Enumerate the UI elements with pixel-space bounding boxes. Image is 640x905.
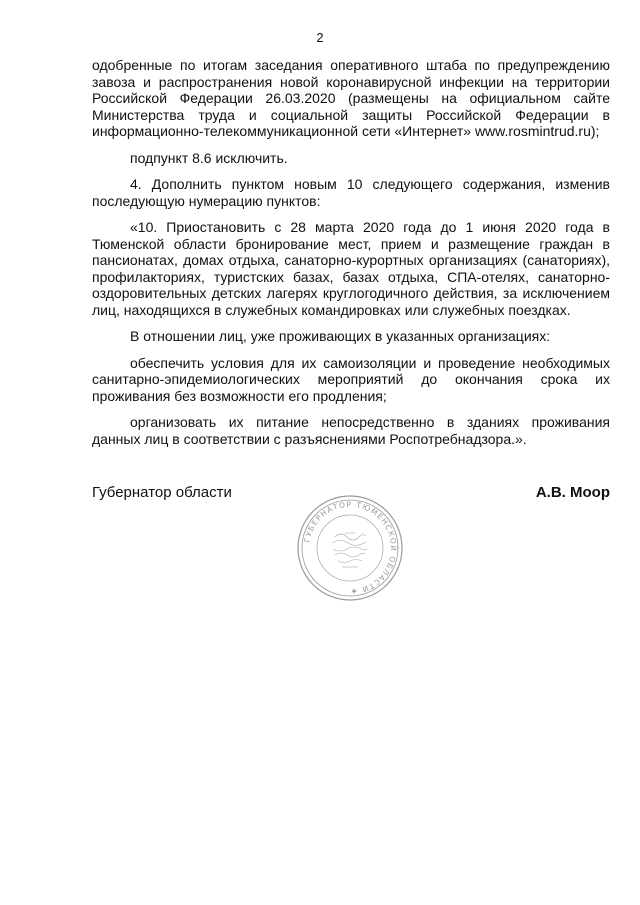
official-seal-stamp — [295, 493, 405, 603]
page-number: 2 — [316, 30, 324, 45]
paragraph-meals: организовать их питание непосредственно в зданиях проживания данных лиц в соответствии с разъяснениями Роспотребнадзора.». — [92, 414, 610, 447]
paragraph-point-4: 4. Дополнить пунктом новым 10 следующего содержания, изменив последующую нумерацию пунктов: — [92, 176, 610, 209]
paragraph-new-point-10: «10. Приостановить с 28 марта 2020 года до 1 июня 2020 года в Тюменской области бронирование мест, прием и размещение граждан в пансионатах, домах отдыха, санаторно-курортных организациях (санаториях), профилакториях, туристских базах, базах отдыха, СПА-отелях, санаторно-оздоровительных детских лагерях круглогодичного действия, за исключением лиц, находящихся в служебных командировках или служебных поездках. — [92, 219, 610, 318]
signer-title: Губернатор области — [92, 484, 232, 501]
svg-text:ГУБЕРНАТОР ТЮМЕНСКОЙ ОБЛАСТИ ★: ГУБЕРНАТОР ТЮМЕНСКОЙ ОБЛАСТИ ★ — [302, 499, 399, 597]
paragraph-continuation: одобренные по итогам заседания оперативного штаба по предупреждению завоза и распространения новой коронавирусной инфекции на территории Российской Федерации 26.03.2020 (размещены на официальном сайте Министерства труда и социальной защиты Российской Федерации в информационно-телекоммуникационной сети «Интернет» www.rosmintrud.ru); — [92, 57, 610, 139]
signer-name: А.В. Моор — [535, 484, 610, 501]
document-body — [92, 57, 610, 457]
paragraph-self-isolation: обеспечить условия для их самоизоляции и проведение необходимых санитарно-эпидемиологических мероприятий до окончания срока их проживания без возможности его продления; — [92, 354, 610, 404]
paragraph-subpoint-removal: подпункт 8.6 исключить. — [130, 149, 288, 166]
paragraph-residents-intro: В отношении лиц, уже проживающих в указанных организациях: — [130, 328, 551, 344]
